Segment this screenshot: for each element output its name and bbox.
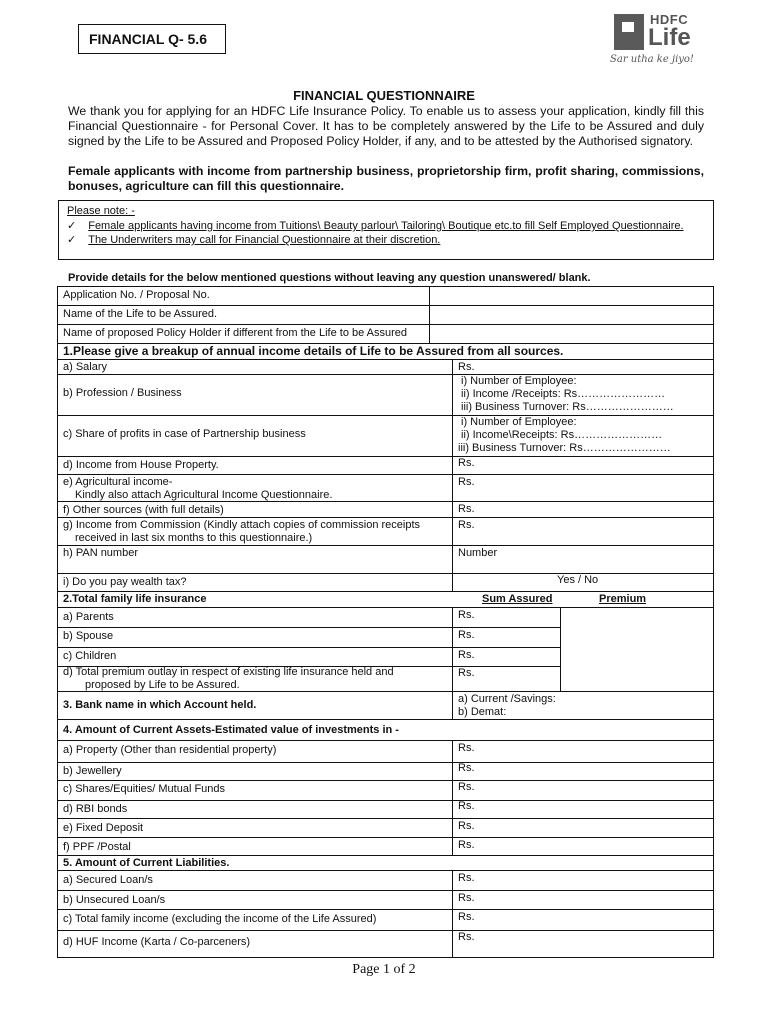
- spouse-label: b) Spouse: [63, 630, 114, 642]
- profession-employees: i) Number of Employee:: [461, 375, 577, 387]
- partnership-employees: i) Number of Employee:: [461, 416, 577, 428]
- logo-text-life: Life: [648, 24, 691, 51]
- note-title: Please note: -: [67, 205, 135, 217]
- ppf-rs: Rs.: [458, 839, 475, 851]
- policy-holder-name-label: Name of proposed Policy Holder if different from the Life to be Assured: [63, 327, 408, 339]
- property-rs: Rs.: [458, 742, 475, 754]
- family-income-rs: Rs.: [458, 911, 475, 923]
- fixed-deposit-rs: Rs.: [458, 820, 475, 832]
- page-title: FINANCIAL QUESTIONNAIRE: [293, 88, 475, 103]
- bank-current-savings: a) Current /Savings:: [458, 693, 556, 705]
- logo-tagline: Sar utha ke jiyo!: [610, 54, 694, 65]
- unsecured-loan-rs: Rs.: [458, 892, 475, 904]
- wealth-tax-yes-no: Yes / No: [557, 574, 599, 586]
- property-label: a) Property (Other than residential property): [63, 744, 277, 756]
- partnership-label: c) Share of profits in case of Partnership business: [63, 428, 306, 440]
- partnership-turnover: iii) Business Turnover: Rs……………………: [458, 442, 671, 454]
- commission-note: received in last six months to this questionnaire.): [75, 532, 313, 544]
- rbi-bonds-rs: Rs.: [458, 800, 475, 812]
- section-3-heading: 3. Bank name in which Account held.: [63, 699, 257, 711]
- children-label: c) Children: [63, 650, 117, 662]
- form-code: FINANCIAL Q- 5.6: [78, 24, 226, 54]
- pan-label: h) PAN number: [63, 547, 138, 559]
- ppf-label: f) PPF /Postal: [63, 841, 131, 853]
- shares-label: c) Shares/Equities/ Mutual Funds: [63, 783, 226, 795]
- other-sources-rs: Rs.: [458, 503, 475, 515]
- shares-rs: Rs.: [458, 781, 475, 793]
- salary-label: a) Salary: [63, 361, 108, 373]
- life-assured-name-label: Name of the Life to be Assured.: [63, 308, 218, 320]
- note-item: [67, 233, 440, 246]
- logo-mark-icon: [614, 14, 644, 50]
- hdfc-life-logo: [610, 12, 714, 74]
- house-property-label: d) Income from House Property.: [63, 459, 219, 471]
- questionnaire-table: [57, 286, 714, 958]
- rbi-bonds-label: d) RBI bonds: [63, 803, 128, 815]
- instruction-text: Provide details for the below mentioned questions without leaving any question unanswered/ blank.: [68, 272, 591, 284]
- agricultural-income-rs: Rs.: [458, 476, 475, 488]
- note-text: The Underwriters may call for Financial Questionnaire at their discretion.: [88, 234, 441, 246]
- jewellery-rs: Rs.: [458, 762, 475, 774]
- salary-rs: Rs.: [458, 361, 475, 373]
- premium-outlay-label: d) Total premium outlay in respect of existing life insurance held and: [63, 666, 394, 678]
- wealth-tax-label: i) Do you pay wealth tax?: [63, 576, 187, 588]
- huf-income-rs: Rs.: [458, 931, 475, 943]
- sum-assured-header: Sum Assured: [482, 593, 553, 605]
- premium-outlay-note: proposed by Life to be Assured.: [85, 679, 240, 691]
- unsecured-loan-label: b) Unsecured Loan/s: [63, 894, 166, 906]
- jewellery-label: b) Jewellery: [63, 765, 122, 777]
- section-5-heading: 5. Amount of Current Liabilities.: [63, 857, 230, 869]
- secured-loan-rs: Rs.: [458, 872, 475, 884]
- note-text: Female applicants having income from Tuitions\ Beauty parlour\ Tailoring\ Boutique etc.to fill Self Employed Questionnaire.: [88, 220, 684, 232]
- section-4-heading: 4. Amount of Current Assets-Estimated value of investments in -: [63, 724, 399, 736]
- intro-paragraph: We thank you for applying for an HDFC Life Insurance Policy. To enable us to assess your application, kindly fill this Financial Questionnaire - for Personal Cover. It has to be completely answered by the Life to be Assured and duly signed by the Life to be Assured and Proposed Policy Holder, if any, and to be attested by the Authorised signatory.: [68, 104, 704, 148]
- secured-loan-label: a) Secured Loan/s: [63, 874, 153, 886]
- eligibility-paragraph: Female applicants with income from partnership business, proprietorship firm, profit sharing, commissions, bonuses, agriculture can fill this questionnaire.: [68, 164, 704, 193]
- other-sources-label: f) Other sources (with full details): [63, 504, 224, 516]
- check-icon: ✓: [67, 234, 77, 246]
- house-property-rs: Rs.: [458, 457, 475, 469]
- section-2-heading: 2.Total family life insurance: [63, 593, 207, 605]
- partnership-income: ii) Income\Receipts: Rs……………………: [461, 429, 663, 441]
- bank-demat: b) Demat:: [458, 706, 507, 718]
- page-number: Page 1 of 2: [352, 962, 416, 977]
- parents-label: a) Parents: [63, 611, 114, 623]
- note-item: [67, 219, 684, 232]
- profession-turnover: iii) Business Turnover: Rs……………………: [461, 401, 674, 413]
- children-rs: Rs.: [458, 649, 475, 661]
- commission-label: g) Income from Commission (Kindly attach copies of commission receipts: [63, 519, 421, 531]
- note-box: [58, 200, 714, 260]
- premium-header: Premium: [599, 593, 647, 605]
- huf-income-label: d) HUF Income (Karta / Co-parceners): [63, 936, 251, 948]
- agricultural-income-label: e) Agricultural income-: [63, 476, 173, 488]
- commission-rs: Rs.: [458, 519, 475, 531]
- parents-rs: Rs.: [458, 609, 475, 621]
- fixed-deposit-label: e) Fixed Deposit: [63, 822, 144, 834]
- spouse-rs: Rs.: [458, 629, 475, 641]
- section-1-heading: 1.Please give a breakup of annual income details of Life to be Assured from all sources.: [63, 344, 564, 358]
- profession-label: b) Profession / Business: [63, 387, 182, 399]
- check-icon: ✓: [67, 220, 77, 232]
- profession-income: ii) Income /Receipts: Rs……………………: [461, 388, 666, 400]
- family-income-label: c) Total family income (excluding the income of the Life Assured): [63, 913, 377, 925]
- logo-text-hdfc: HDFC: [650, 12, 689, 27]
- pan-number: Number: [458, 547, 498, 559]
- premium-outlay-rs: Rs.: [458, 667, 475, 679]
- application-no-label: Application No. / Proposal No.: [63, 289, 210, 301]
- agricultural-income-note: Kindly also attach Agricultural Income Questionnaire.: [75, 489, 333, 501]
